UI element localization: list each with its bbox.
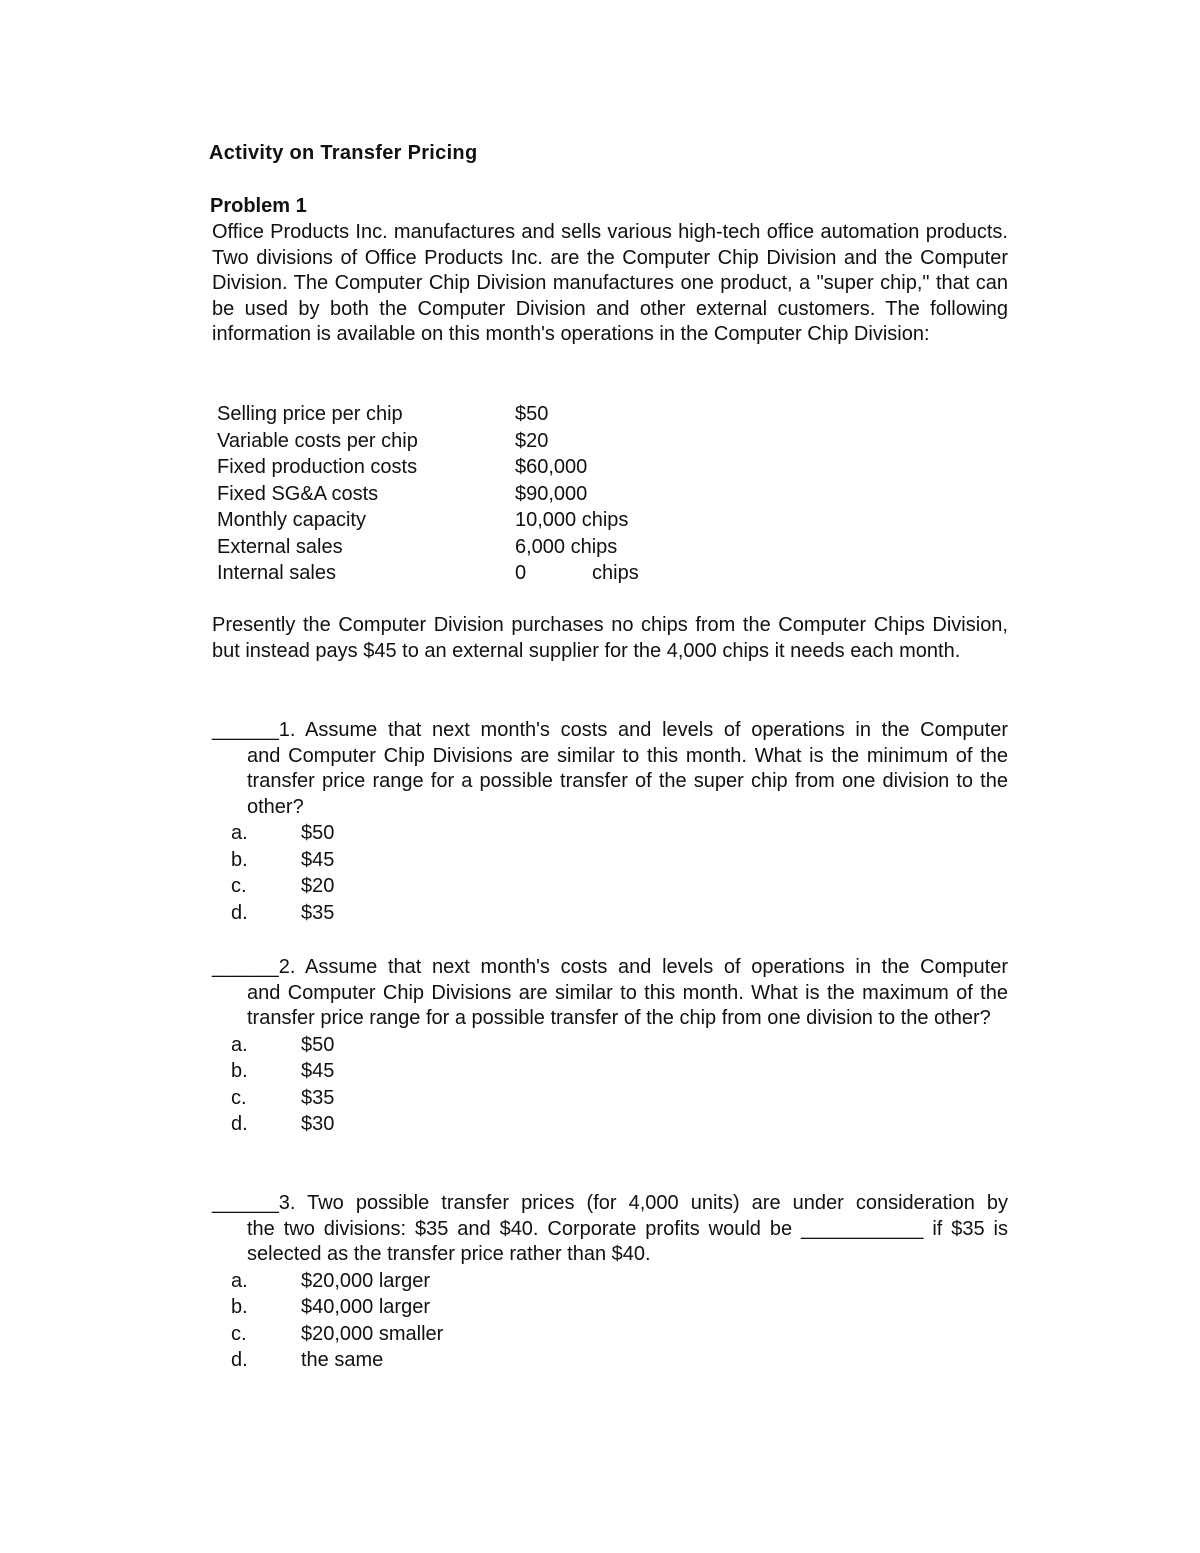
option-letter: a. bbox=[231, 1269, 248, 1292]
fact-value: $90,000 bbox=[515, 482, 588, 505]
answer-option bbox=[231, 820, 1008, 847]
intro-paragraph: Office Products Inc. manufactures and sells various high-tech office automation products. Two divisions of Office Products Inc. are the Computer Chip Division and the Computer Division. The Computer Chip Division manufactures one product, a "super chip," that can be used by both the Computer Division and other external customers. The following information is available on this month's operations in the Computer Chip Division: bbox=[212, 221, 1008, 345]
answer-option bbox=[231, 1058, 1008, 1085]
fact-value: $20 bbox=[515, 429, 549, 452]
fact-label: Monthly capacity bbox=[217, 509, 366, 531]
fact-value: $60,000 bbox=[515, 456, 588, 478]
answer-option bbox=[231, 1347, 1008, 1374]
option-letter: d. bbox=[231, 1349, 248, 1371]
question-2 bbox=[212, 955, 1008, 1138]
option-text: $45 bbox=[301, 1060, 335, 1082]
fact-label: Selling price per chip bbox=[217, 403, 403, 425]
option-letter: b. bbox=[231, 1060, 248, 1082]
answer-option bbox=[231, 1294, 1008, 1321]
option-letter: a. bbox=[231, 1033, 248, 1056]
facts-table bbox=[217, 401, 717, 587]
option-text: $20,000 smaller bbox=[301, 1322, 444, 1345]
question-text: and Computer Chip Divisions are similar to this month. What is the maximum of the transfer price range for a possible transfer of the chip from one division to the other? bbox=[247, 981, 1008, 1029]
answer-options bbox=[231, 1032, 1008, 1138]
question-first-line: ______1. Assume that next month's costs and levels of operations in the Computer bbox=[212, 719, 1008, 741]
fact-row bbox=[217, 454, 717, 481]
answer-options bbox=[231, 820, 1008, 926]
fact-label: External sales bbox=[217, 535, 343, 558]
option-text: $35 bbox=[301, 1086, 335, 1109]
option-text: $20,000 larger bbox=[301, 1269, 430, 1292]
option-text: $50 bbox=[301, 1033, 335, 1056]
fact-label: Variable costs per chip bbox=[217, 429, 418, 452]
answer-option bbox=[231, 1085, 1008, 1112]
question-text: the two divisions: $35 and $40. Corporate profits would be ___________ if $35 is selected as the transfer price rather than $40. bbox=[247, 1217, 1008, 1265]
answer-option bbox=[231, 1111, 1008, 1138]
question-first-line: ______2. Assume that next month's costs and levels of operations in the Computer bbox=[212, 956, 1008, 978]
fact-label: Fixed SG&A costs bbox=[217, 482, 379, 505]
option-text: $30 bbox=[301, 1113, 335, 1135]
question-text: and Computer Chip Divisions are similar to this month. What is the minimum of the transfer price range for a possible transfer of the super chip from one division to the other? bbox=[247, 744, 1008, 818]
answer-option bbox=[231, 900, 1008, 927]
option-letter: d. bbox=[231, 901, 248, 924]
answer-option bbox=[231, 1321, 1008, 1348]
fact-value: 6,000 chips bbox=[515, 535, 618, 558]
document-title: Activity on Transfer Pricing bbox=[209, 142, 478, 164]
option-letter: d. bbox=[231, 1113, 248, 1135]
option-letter: c. bbox=[231, 1086, 247, 1109]
fact-value: 10,000 chips bbox=[515, 509, 629, 531]
fact-row bbox=[217, 507, 717, 534]
question-1 bbox=[212, 718, 1008, 926]
fact-row bbox=[217, 401, 717, 428]
problem-heading: Problem 1 bbox=[210, 195, 307, 217]
option-letter: c. bbox=[231, 875, 247, 897]
option-letter: a. bbox=[231, 822, 248, 844]
option-text: $20 bbox=[301, 875, 335, 897]
fact-unit: chips bbox=[592, 562, 639, 584]
option-letter: b. bbox=[231, 848, 248, 871]
answer-options bbox=[231, 1268, 1008, 1374]
presently-paragraph: Presently the Computer Division purchases no chips from the Computer Chips Division, but instead pays $45 to an external supplier for the 4,000 chips it needs each month. bbox=[212, 614, 1008, 662]
option-text: $40,000 larger bbox=[301, 1296, 430, 1318]
fact-label: Internal sales bbox=[217, 562, 336, 584]
option-text: $45 bbox=[301, 848, 335, 871]
answer-option bbox=[231, 847, 1008, 874]
option-text: $35 bbox=[301, 901, 335, 924]
fact-label: Fixed production costs bbox=[217, 456, 418, 478]
fact-value: $50 bbox=[515, 403, 549, 425]
option-letter: b. bbox=[231, 1296, 248, 1318]
option-letter: c. bbox=[231, 1322, 247, 1345]
fact-row bbox=[217, 534, 717, 561]
question-first-line: ______3. Two possible transfer prices (for 4,000 units) are under consideration by bbox=[212, 1192, 1008, 1214]
fact-value: 0 bbox=[515, 562, 527, 584]
option-text: the same bbox=[301, 1349, 384, 1371]
answer-option bbox=[231, 1268, 1008, 1295]
answer-option bbox=[231, 1032, 1008, 1059]
answer-option bbox=[231, 873, 1008, 900]
fact-row bbox=[217, 481, 717, 508]
option-text: $50 bbox=[301, 822, 335, 844]
fact-row bbox=[217, 428, 717, 455]
question-3 bbox=[212, 1191, 1008, 1374]
fact-row bbox=[217, 560, 717, 587]
